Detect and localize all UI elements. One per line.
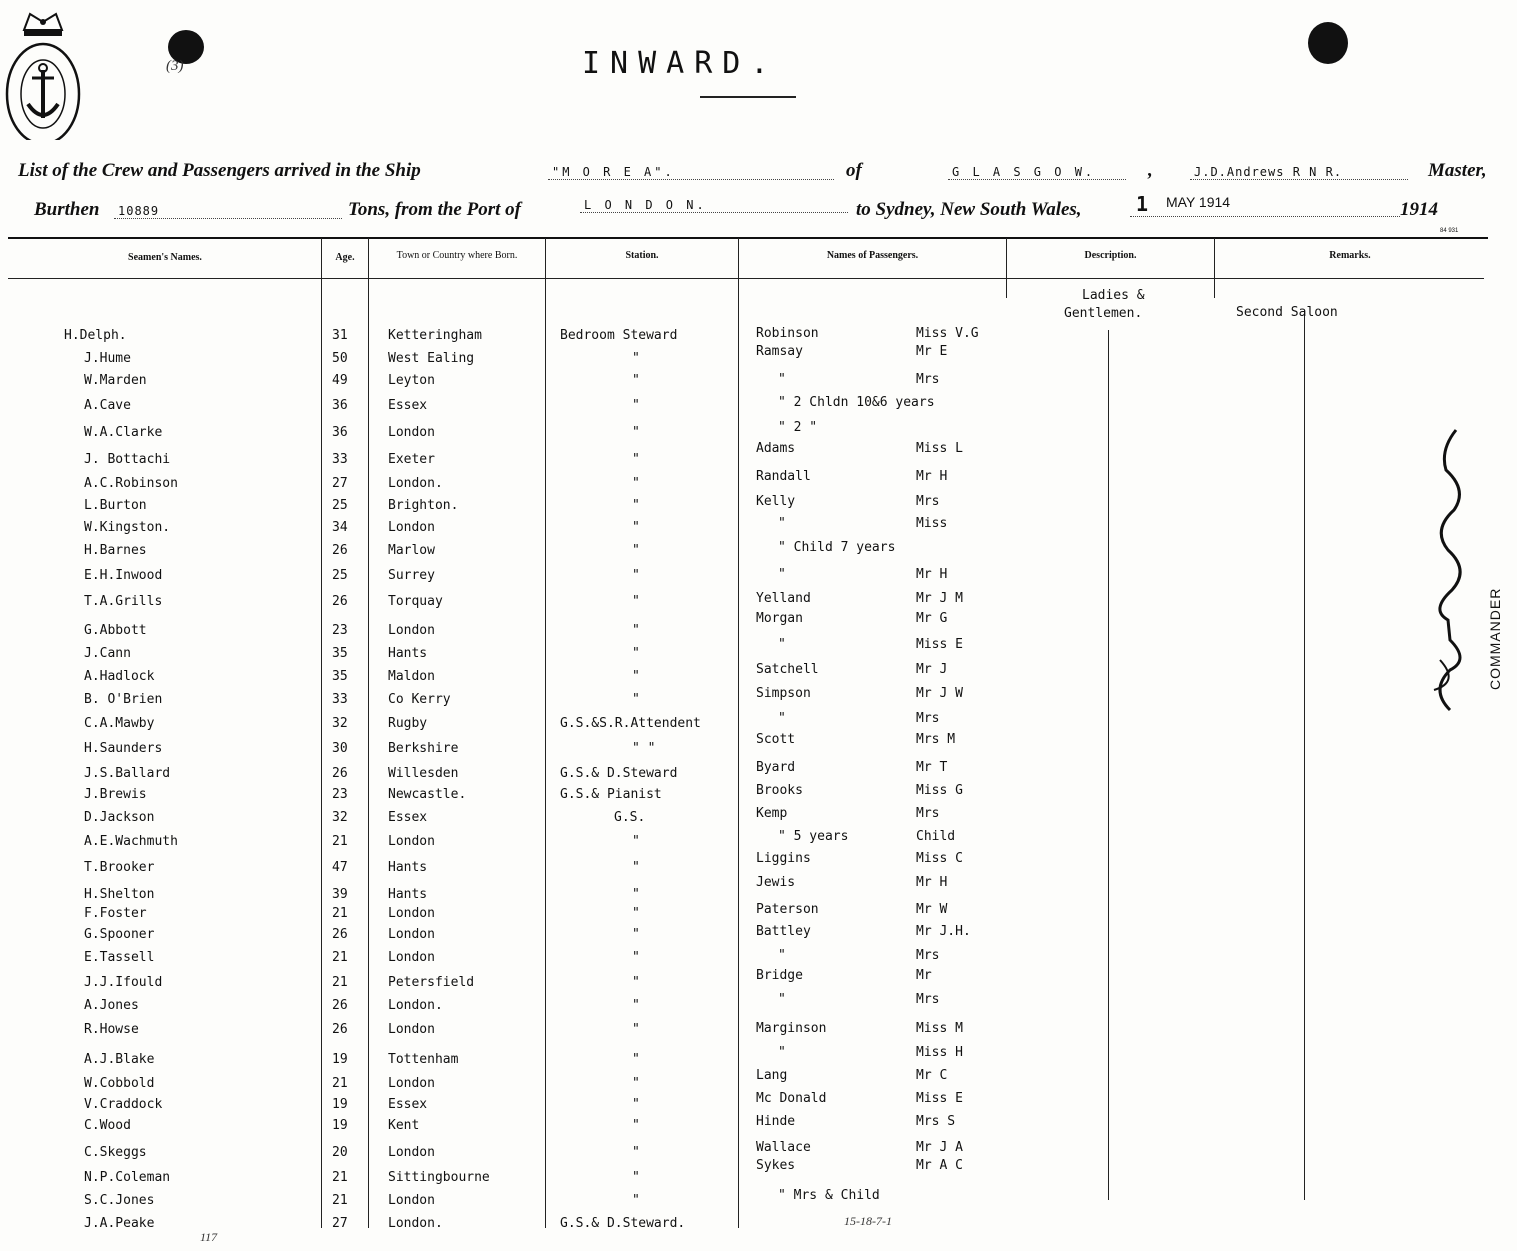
passenger-title: Mr: [916, 968, 932, 983]
crew-age: 27: [332, 1216, 348, 1231]
crew-born: Ketteringham: [388, 328, 482, 343]
tons-label: Tons, from the Port of: [348, 199, 521, 220]
crew-born: Essex: [388, 810, 428, 825]
col-header-names: Seamen's Names.: [128, 252, 202, 263]
crew-name: G.Abbott: [84, 623, 147, 638]
passenger-surname: Bridge: [756, 968, 803, 983]
crew-age: 35: [332, 669, 348, 684]
arrival-day: 1: [1136, 192, 1149, 216]
crew-name: A.C.Robinson: [84, 476, 178, 491]
crew-station: ": [632, 476, 640, 491]
crew-born: Brighton.: [388, 498, 459, 513]
crew-born: Kent: [388, 1118, 420, 1133]
crew-age: 26: [332, 998, 348, 1013]
crew-station: ": [632, 834, 640, 849]
crew-born: West Ealing: [388, 351, 475, 366]
passenger-title: Mrs: [916, 711, 940, 726]
passenger-surname: Randall: [756, 469, 811, 484]
crew-age: 19: [332, 1052, 348, 1067]
passenger-title: Mr J: [916, 662, 948, 677]
crew-station: ": [632, 623, 640, 638]
passenger-title: Mrs M: [916, 732, 956, 747]
passenger-surname: Byard: [756, 760, 796, 775]
crew-age: 26: [332, 927, 348, 942]
passenger-surname: ": [778, 637, 786, 652]
header-bottom-rule: [8, 278, 1484, 279]
burthen-label: Burthen: [34, 199, 100, 220]
crew-age: 39: [332, 887, 348, 902]
crew-born: London: [388, 1193, 435, 1208]
crew-station: ": [632, 975, 640, 990]
passenger-title: Mrs S: [916, 1114, 956, 1129]
crew-age: 25: [332, 498, 348, 513]
crew-born: London.: [388, 1216, 443, 1231]
crew-station: G.S.: [614, 810, 646, 825]
crew-station: ": [632, 452, 640, 467]
crew-born: Surrey: [388, 568, 435, 583]
commander-label: COMMANDER: [1487, 587, 1503, 690]
crew-name: A.Hadlock: [84, 669, 155, 684]
crew-name: J.Brewis: [84, 787, 147, 802]
shipping-masters-seal: [4, 8, 82, 140]
passenger-title: Miss: [916, 516, 948, 531]
crew-born: Tottenham: [388, 1052, 459, 1067]
passenger-title: Mr A C: [916, 1158, 963, 1173]
crew-name: D.Jackson: [84, 810, 155, 825]
passenger-surname: Mc Donald: [756, 1091, 827, 1106]
crew-born: Hants: [388, 887, 428, 902]
col-divider-born: [368, 238, 369, 1228]
crew-born: Co Kerry: [388, 692, 451, 707]
passenger-title: Mr E: [916, 344, 948, 359]
crew-name: J.S.Ballard: [84, 766, 171, 781]
passenger-surname: " Mrs & Child: [778, 1188, 880, 1203]
passenger-title: Miss V.G: [916, 326, 979, 341]
crew-born: London: [388, 834, 435, 849]
passenger-surname: Kelly: [756, 494, 796, 509]
crew-born: London.: [388, 998, 443, 1013]
passenger-surname: ": [778, 1045, 786, 1060]
of-label: of: [846, 160, 862, 181]
remarks-value: Second Saloon: [1236, 305, 1338, 320]
crew-name: A.E.Wachmuth: [84, 834, 178, 849]
passenger-title: Mr H: [916, 469, 948, 484]
description-line-2: Gentlemen.: [1064, 306, 1143, 321]
crew-station: G.S.& D.Steward.: [560, 1216, 686, 1231]
crew-station: ": [632, 927, 640, 942]
crew-age: 19: [332, 1118, 348, 1133]
passenger-surname: Paterson: [756, 902, 819, 917]
passenger-title: Mrs: [916, 992, 940, 1007]
crew-station: ": [632, 351, 640, 366]
crew-age: 47: [332, 860, 348, 875]
crew-age: 23: [332, 787, 348, 802]
passenger-surname: Simpson: [756, 686, 811, 701]
crew-born: London: [388, 927, 435, 942]
passenger-surname: Lang: [756, 1068, 788, 1083]
crew-station: Bedroom Steward: [560, 328, 678, 343]
passenger-surname: Wallace: [756, 1140, 811, 1155]
col-divider-remarks: [1214, 238, 1215, 298]
crew-born: London: [388, 425, 435, 440]
crew-station: ": [632, 998, 640, 1013]
pencil-note-mid: 15-18-7-1: [844, 1214, 892, 1228]
remarks-rule: [1304, 310, 1305, 1200]
pencil-note-left: 117: [200, 1230, 218, 1244]
crew-station: ": [632, 594, 640, 609]
col-header-born: Town or Country where Born.: [396, 250, 518, 261]
crew-name: W.Kingston.: [84, 520, 171, 535]
passenger-title: Mr H: [916, 567, 948, 582]
crew-age: 23: [332, 623, 348, 638]
crew-name: J.J.Ifould: [84, 975, 163, 990]
passenger-surname: Battley: [756, 924, 811, 939]
crew-name: J.A.Peake: [84, 1216, 155, 1231]
crew-station: ": [632, 860, 640, 875]
crew-born: London: [388, 906, 435, 921]
crew-station: ": [632, 568, 640, 583]
passenger-surname: " Child 7 years: [778, 540, 896, 555]
passenger-title: Miss L: [916, 441, 963, 456]
crew-age: 32: [332, 810, 348, 825]
crew-name: C.A.Mawby: [84, 716, 155, 731]
crew-born: Berkshire: [388, 741, 459, 756]
passenger-surname: Morgan: [756, 611, 803, 626]
ship-name-field: "M O R E A".: [548, 165, 834, 180]
crew-born: Torquay: [388, 594, 443, 609]
crew-born: Essex: [388, 1097, 428, 1112]
master-name-field: J.D.Andrews R N R.: [1190, 165, 1408, 180]
crew-born: Sittingbourne: [388, 1170, 490, 1185]
crew-born: Rugby: [388, 716, 428, 731]
passenger-surname: ": [778, 567, 786, 582]
crew-station: ": [632, 520, 640, 535]
crew-station: ": [632, 543, 640, 558]
crew-born: London: [388, 623, 435, 638]
comma-label: ,: [1148, 160, 1153, 181]
passenger-surname: ": [778, 372, 786, 387]
passenger-surname: ": [778, 516, 786, 531]
crew-age: 21: [332, 975, 348, 990]
crew-station: ": [632, 887, 640, 902]
crew-born: Exeter: [388, 452, 435, 467]
form-number: 84 931: [1440, 228, 1459, 234]
passenger-title: Mrs: [916, 806, 940, 821]
crew-station: G.S.&S.R.Attendent: [560, 716, 701, 731]
crew-born: London: [388, 1022, 435, 1037]
crew-station: ": [632, 692, 640, 707]
crew-age: 26: [332, 766, 348, 781]
crew-age: 31: [332, 328, 348, 343]
crew-station: ": [632, 1193, 640, 1208]
table-top-rule: [8, 237, 1488, 239]
crew-station: ": [632, 1052, 640, 1067]
passenger-title: Mr W: [916, 902, 948, 917]
passenger-surname: Marginson: [756, 1021, 827, 1036]
crew-age: 19: [332, 1097, 348, 1112]
passenger-surname: Sykes: [756, 1158, 796, 1173]
crew-age: 21: [332, 834, 348, 849]
passenger-surname: Satchell: [756, 662, 819, 677]
crew-age: 26: [332, 543, 348, 558]
col-divider-age: [321, 238, 322, 1228]
crew-station: G.S.& Pianist: [560, 787, 662, 802]
date-underline: [1130, 216, 1400, 217]
passenger-surname: " 5 years: [778, 829, 849, 844]
burthen-value-field: 10889: [114, 204, 342, 219]
crew-name: L.Burton: [84, 498, 147, 513]
from-port-field: L O N D O N.: [580, 198, 848, 213]
crew-born: London.: [388, 476, 443, 491]
crew-name: C.Skeggs: [84, 1145, 147, 1160]
crew-name: H.Delph.: [64, 328, 127, 343]
description-rule: [1108, 330, 1109, 1200]
passenger-title: Mr J.H.: [916, 924, 971, 939]
crew-born: Maldon: [388, 669, 435, 684]
crew-name: T.A.Grills: [84, 594, 163, 609]
crew-name: A.Cave: [84, 398, 131, 413]
col-header-passengers: Names of Passengers.: [826, 250, 919, 261]
crew-name: G.Spooner: [84, 927, 155, 942]
crew-name: J.Hume: [84, 351, 131, 366]
ink-blot-right: [1308, 22, 1348, 64]
passenger-title: Mr H: [916, 875, 948, 890]
passenger-title: Mr J A: [916, 1140, 963, 1155]
crew-station: ": [632, 646, 640, 661]
crew-station: ": [632, 906, 640, 921]
crew-age: 49: [332, 373, 348, 388]
crew-station: ": [632, 398, 640, 413]
passenger-surname: " 2 ": [778, 420, 818, 435]
crew-age: 21: [332, 1170, 348, 1185]
col-divider-station: [545, 238, 546, 1228]
passenger-surname: Liggins: [756, 851, 811, 866]
passenger-title: Child: [916, 829, 956, 844]
page-title: INWARD.: [582, 46, 779, 81]
crew-name: W.Marden: [84, 373, 147, 388]
crew-station: ": [632, 950, 640, 965]
crew-name: E.H.Inwood: [84, 568, 163, 583]
crew-age: 36: [332, 425, 348, 440]
col-header-description: Description.: [1084, 250, 1137, 261]
passenger-surname: Brooks: [756, 783, 803, 798]
master-label: Master,: [1428, 160, 1487, 181]
crew-born: Hants: [388, 646, 428, 661]
passenger-surname: Hinde: [756, 1114, 796, 1129]
passenger-title: Mr J M: [916, 591, 963, 606]
crew-born: Hants: [388, 860, 428, 875]
passenger-surname: ": [778, 992, 786, 1007]
crew-age: 21: [332, 906, 348, 921]
crew-station: ": [632, 1076, 640, 1091]
crew-born: Essex: [388, 398, 428, 413]
port-of-registry-field: G L A S G O W.: [948, 165, 1126, 180]
crew-station: " ": [632, 741, 656, 756]
crew-born: London: [388, 520, 435, 535]
crew-name: A.Jones: [84, 998, 139, 1013]
passenger-surname: Adams: [756, 441, 796, 456]
passenger-title: Mrs: [916, 494, 940, 509]
crew-age: 33: [332, 692, 348, 707]
crew-age: 21: [332, 1076, 348, 1091]
passenger-surname: Ramsay: [756, 344, 803, 359]
crew-name: R.Howse: [84, 1022, 139, 1037]
crew-name: B. O'Brien: [84, 692, 163, 707]
commander-signature: [1420, 420, 1480, 720]
passenger-surname: Robinson: [756, 326, 819, 341]
crew-station: ": [632, 498, 640, 513]
passenger-surname: Kemp: [756, 806, 788, 821]
passenger-title: Mrs: [916, 372, 940, 387]
crew-born: London: [388, 1076, 435, 1091]
to-sydney-label: to Sydney, New South Wales,: [856, 199, 1082, 220]
year-label: 1914: [1400, 199, 1438, 220]
arrival-date-stamp: MAY 1914: [1166, 194, 1231, 210]
crew-station: ": [632, 669, 640, 684]
crew-born: Newcastle.: [388, 787, 467, 802]
col-divider-description: [1006, 238, 1007, 298]
crew-name: J.Cann: [84, 646, 131, 661]
crew-age: 33: [332, 452, 348, 467]
list-label: List of the Crew and Passengers arrived in the Ship: [18, 160, 421, 181]
crew-age: 35: [332, 646, 348, 661]
crew-age: 32: [332, 716, 348, 731]
crew-age: 20: [332, 1145, 348, 1160]
description-line-1: Ladies &: [1082, 288, 1145, 303]
crew-name: S.C.Jones: [84, 1193, 155, 1208]
passenger-surname: Scott: [756, 732, 796, 747]
passenger-title: Miss G: [916, 783, 963, 798]
page-mark: (3): [166, 58, 184, 74]
crew-age: 50: [332, 351, 348, 366]
crew-age: 21: [332, 1193, 348, 1208]
crew-name: H.Shelton: [84, 887, 155, 902]
crew-born: Marlow: [388, 543, 435, 558]
crew-name: H.Barnes: [84, 543, 147, 558]
crew-station: G.S.& D.Steward: [560, 766, 678, 781]
crew-name: F.Foster: [84, 906, 147, 921]
passenger-title: Mr C: [916, 1068, 948, 1083]
crew-station: ": [632, 1022, 640, 1037]
crew-name: C.Wood: [84, 1118, 131, 1133]
crew-age: 36: [332, 398, 348, 413]
crew-name: H.Saunders: [84, 741, 163, 756]
crew-station: ": [632, 1118, 640, 1133]
crew-station: ": [632, 1170, 640, 1185]
crew-station: ": [632, 1097, 640, 1112]
crew-station: ": [632, 1145, 640, 1160]
crew-age: 34: [332, 520, 348, 535]
passenger-surname: " 2 Chldn 10&6 years: [778, 395, 935, 410]
passenger-title: Mrs: [916, 948, 940, 963]
crew-name: A.J.Blake: [84, 1052, 155, 1067]
passenger-surname: ": [778, 711, 786, 726]
passenger-surname: Jewis: [756, 875, 796, 890]
crew-age: 27: [332, 476, 348, 491]
crew-born: London: [388, 950, 435, 965]
crew-age: 26: [332, 1022, 348, 1037]
passenger-title: Miss M: [916, 1021, 963, 1036]
col-header-age: Age.: [335, 252, 355, 263]
crew-born: Willesden: [388, 766, 459, 781]
title-rule: [700, 96, 796, 98]
passenger-title: Miss E: [916, 1091, 963, 1106]
crew-name: E.Tassell: [84, 950, 155, 965]
crew-name: N.P.Coleman: [84, 1170, 171, 1185]
crew-name: V.Craddock: [84, 1097, 163, 1112]
crew-name: T.Brooker: [84, 860, 155, 875]
passenger-title: Miss H: [916, 1045, 963, 1060]
col-header-station: Station.: [625, 250, 659, 261]
crew-age: 25: [332, 568, 348, 583]
passenger-title: Mr T: [916, 760, 948, 775]
crew-age: 26: [332, 594, 348, 609]
col-divider-passengers: [738, 238, 739, 1228]
crew-born: London: [388, 1145, 435, 1160]
crew-born: Leyton: [388, 373, 435, 388]
passenger-title: Mr J W: [916, 686, 963, 701]
crew-station: ": [632, 373, 640, 388]
crew-age: 21: [332, 950, 348, 965]
crew-station: ": [632, 425, 640, 440]
col-header-remarks: Remarks.: [1329, 250, 1371, 261]
passenger-title: Mr G: [916, 611, 948, 626]
crew-name: J. Bottachi: [84, 452, 171, 467]
passenger-title: Miss E: [916, 637, 963, 652]
crew-born: Petersfield: [388, 975, 475, 990]
passenger-surname: Yelland: [756, 591, 811, 606]
crew-name: W.A.Clarke: [84, 425, 163, 440]
crew-age: 30: [332, 741, 348, 756]
passenger-title: Miss C: [916, 851, 963, 866]
passenger-surname: ": [778, 948, 786, 963]
crew-name: W.Cobbold: [84, 1076, 155, 1091]
